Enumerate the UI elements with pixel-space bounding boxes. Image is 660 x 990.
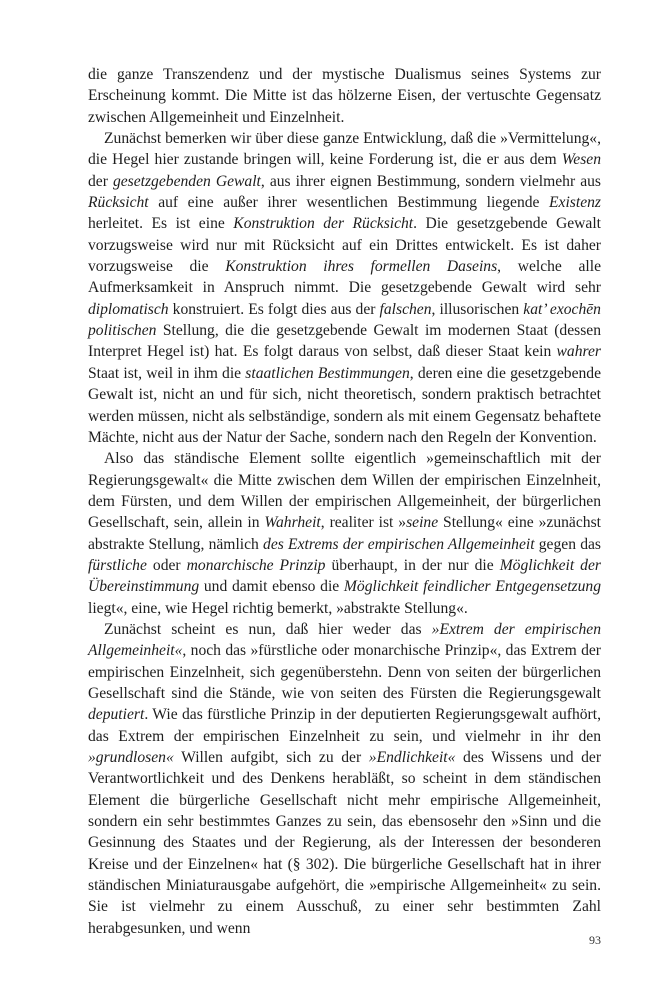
emphasized-text: seine [406,514,439,532]
emphasized-text: Existenz [549,194,601,212]
text-run: , welche alle Aufmerksamkeit in Anspruch nimmt. Die gesetzgebende Gewalt wird sehr [88,258,601,297]
emphasized-text: Möglichkeit der Übereinstimmung [88,556,601,596]
emphasized-text: gesetzgebenden Gewalt [112,172,261,190]
paragraph-2 [88,128,601,448]
emphasized-text: Konstruktion ihres formellen Daseins [225,258,498,276]
emphasized-text: Möglichkeit feindlicher Entgegensetzung [343,578,601,596]
text-run: herleitet. Es ist eine [88,215,234,233]
text-run: . Die gesetzgebende Gewalt vorzugsweise wird nur mit Rücksicht auf ein Drittes entwickelt. Es ist daher vorzugsweise die [88,215,602,276]
emphasized-text: falschen [379,300,432,318]
text-run: . Wie das fürstliche Prinzip in der deputierten Regierungsgewalt aufhört, das Extrem der empirischen Einzelnheit zu sein, und vielmehr in ihr den [88,706,601,745]
page-body [88,64,601,939]
emphasized-text: Wahrheit [264,514,321,532]
emphasized-text: kat’ exochēn politischen [88,300,601,340]
paragraph-3 [88,448,601,619]
text-run: Willen aufgibt, sich zu der [173,749,369,766]
emphasized-text: Rücksicht [88,194,149,212]
page-number: 93 [589,933,601,947]
text-run: Zunächst scheint es nun, daß hier weder das [104,620,432,638]
paragraph-1 [88,64,601,128]
text-run: , aus ihrer eignen Bestimmung, sondern vielmehr aus [260,172,601,190]
text-run: Stellung, die die gesetzgebende Gewalt im modernen Staat (dessen Interpret Hegel ist) hat. Es folgt daraus von selbst, daß dieser Staat kein [88,322,601,361]
emphasized-text: deputiert [88,706,145,724]
text-run: , illusorischen [431,300,524,318]
emphasized-text: fürstliche [88,556,147,574]
text-run: liegt«, eine, wie Hegel richtig bemerkt, »abstrakte Stellung«. [88,599,468,617]
emphasized-text: Wesen [561,151,601,169]
text-run: , realiter ist » [320,514,407,532]
emphasized-text: wahrer [556,343,601,361]
text-run: konstruiert. Es folgt dies aus der [168,300,380,318]
emphasized-text: »Extrem der empirischen Allgemeinheit« [88,620,601,660]
text-run: des Wissens und der Verantwortlichkeit und des Denkens herabläßt, so scheint in dem ständischen Element die bürgerliche Gesellschaft nicht mehr empirische Allgemeinheit, sondern ein sehr bestimmtes Ganzes zu sein, das ebensosehr den »Sinn und die Gesinnung des Staates und der Regierung, als der Interessen der besonderen Kreise und der Einzelnen« hat (§ 302). Die bürgerliche Gesellschaft hat in ihrer ständischen Miniaturausgabe aufgehört, die »empirische Allgemeinheit« zu sein. Sie ist vielmehr zu einem Ausschuß, zu einer sehr bestimmten Zahl herabgesunken, und wenn [88,749,602,937]
text-run: gegen das [534,535,601,553]
emphasized-text: Konstruktion der Rücksicht [233,215,414,233]
emphasized-text: »Endlichkeit« [368,749,456,766]
emphasized-text: staatlichen Bestimmungen [245,364,410,382]
text-run: Staat ist, weil in ihm die [88,364,246,382]
emphasized-text: monarchische Prinzip [186,556,326,574]
text-run: Zunächst bemerken wir über diese ganze Entwicklung, daß die »Vermittelung«, die Hegel hier zustande bringen will, keine Forderung ist, die er aus dem [88,130,601,169]
emphasized-text: »grundlosen« [88,749,174,766]
text-run: und damit ebenso die [199,578,344,596]
emphasized-text: diplomatisch [88,300,169,318]
text-run: Stellung« eine »zunächst abstrakte Stellung, nämlich [88,514,601,553]
text-run: oder [146,556,187,574]
emphasized-text: des Extrems der empirischen Allgemeinheit [263,535,535,553]
text-run: der [88,172,113,190]
text-run: auf eine außer ihrer wesentlichen Bestimmung liegende [148,194,550,212]
text-run: die ganze Transzendenz und der mystische Dualismus seines Systems zur Erscheinung kommt. Die Mitte ist das hölzerne Eisen, der vertuschte Gegensatz zwischen Allgemeinheit und Einzelnheit. [88,66,601,126]
text-run: überhaupt, in der nur die [325,556,500,574]
text-run: , noch das »fürstliche oder monarchische Prinzip«, das Extrem der empirischen Einzelnheit, sich gegenüberstehn. Denn von seiten der bürgerlichen Gesellschaft sind die Stände, wie von seiten des Fürsten die Regierungsgewalt [88,642,601,702]
text-run: Also das ständische Element sollte eigentlich »gemeinschaftlich mit der Regierungsgewalt« die Mitte zwischen dem Willen der empirischen Einzelnheit, dem Fürsten, und dem Willen der empirischen Allgemeinheit, der bürgerlichen Gesellschaft, sein, allein in [88,450,601,532]
text-run: , deren eine die gesetzgebende Gewalt ist, nicht an und für sich, nicht theoretisch, sondern praktisch betrachtet werden müssen, nicht als selbständige, sondern als mit einem Gegensatz behaftete Mächte, nicht aus der Natur der Sache, sondern nach den Regeln der Konvention. [88,364,602,446]
paragraph-4 [88,619,601,939]
